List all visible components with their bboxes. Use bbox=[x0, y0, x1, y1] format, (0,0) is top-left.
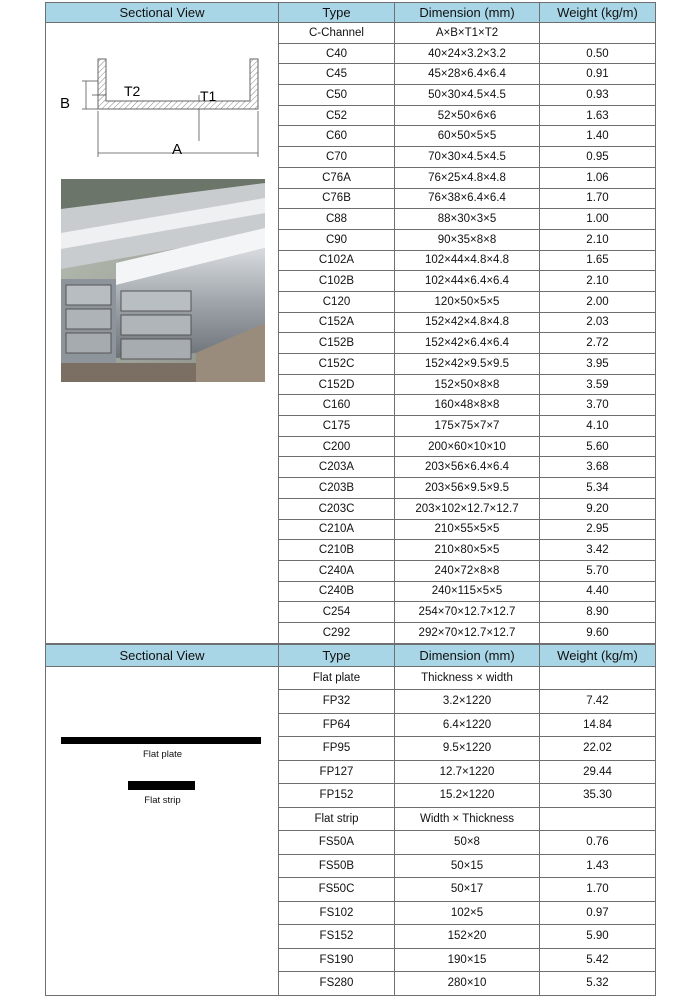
cell-dimension: 152×42×4.8×4.8 bbox=[395, 312, 540, 333]
cell-weight: 2.03 bbox=[540, 312, 656, 333]
spec-sheet bbox=[45, 2, 655, 996]
header-weight: Weight (kg/m) bbox=[540, 3, 656, 23]
flat-plate-type-label: Flat plate bbox=[279, 666, 395, 690]
cell-weight: 2.95 bbox=[540, 519, 656, 540]
cell-type: C40 bbox=[279, 43, 395, 64]
cell-dimension: 203×56×9.5×9.5 bbox=[395, 478, 540, 499]
cell-dimension: 175×75×7×7 bbox=[395, 416, 540, 437]
cell-weight: 5.32 bbox=[540, 972, 656, 996]
c-channel-photo bbox=[61, 179, 265, 382]
dim-b-label: B bbox=[60, 95, 71, 112]
cell-weight: 7.42 bbox=[540, 690, 656, 714]
cell-type: C210A bbox=[279, 519, 395, 540]
header-dimension: Dimension (mm) bbox=[395, 644, 540, 666]
cell-weight: 3.59 bbox=[540, 374, 656, 395]
cell-weight: 2.00 bbox=[540, 291, 656, 312]
cell-weight: 8.90 bbox=[540, 602, 656, 623]
cell-weight: 0.76 bbox=[540, 831, 656, 855]
cell-dimension: 240×72×8×8 bbox=[395, 560, 540, 581]
cell-weight: 1.65 bbox=[540, 250, 656, 271]
flat-plate-subheader-row bbox=[46, 666, 656, 690]
flat-plate-figure bbox=[61, 737, 261, 744]
cell-dimension: 240×115×5×5 bbox=[395, 581, 540, 602]
cell-dimension: 120×50×5×5 bbox=[395, 291, 540, 312]
cell-type: FP64 bbox=[279, 713, 395, 737]
cell-dimension: 152×42×9.5×9.5 bbox=[395, 354, 540, 375]
cell-dimension: 203×56×6.4×6.4 bbox=[395, 457, 540, 478]
cell-dimension: 102×5 bbox=[395, 901, 540, 925]
cell-dimension: 9.5×1220 bbox=[395, 737, 540, 761]
header-weight: Weight (kg/m) bbox=[540, 644, 656, 666]
cell-weight: 5.90 bbox=[540, 925, 656, 949]
flat-sectional-view bbox=[46, 666, 279, 995]
cell-type: C160 bbox=[279, 395, 395, 416]
cell-dimension: 50×15 bbox=[395, 854, 540, 878]
cell-dimension: 70×30×4.5×4.5 bbox=[395, 147, 540, 168]
cell-dimension: 40×24×3.2×3.2 bbox=[395, 43, 540, 64]
cell-weight: 35.30 bbox=[540, 784, 656, 808]
cell-weight: 1.63 bbox=[540, 105, 656, 126]
c-channel-weight-blank bbox=[540, 23, 656, 44]
flat-plate-weight-blank bbox=[540, 666, 656, 690]
cell-dimension: 102×44×6.4×6.4 bbox=[395, 271, 540, 292]
cell-type: C102B bbox=[279, 271, 395, 292]
flat-strip-subheader-row-dimension: Width × Thickness bbox=[395, 807, 540, 831]
cell-dimension: 152×50×8×8 bbox=[395, 374, 540, 395]
cell-dimension: 90×35×8×8 bbox=[395, 229, 540, 250]
cell-dimension: 12.7×1220 bbox=[395, 760, 540, 784]
cell-type: C203A bbox=[279, 457, 395, 478]
cell-weight: 5.34 bbox=[540, 478, 656, 499]
cell-type: C76A bbox=[279, 167, 395, 188]
cell-weight: 9.20 bbox=[540, 498, 656, 519]
cell-type: FS50A bbox=[279, 831, 395, 855]
cell-dimension: 15.2×1220 bbox=[395, 784, 540, 808]
cell-type: C152A bbox=[279, 312, 395, 333]
cell-type: FS280 bbox=[279, 972, 395, 996]
c-channel-header-row bbox=[46, 3, 656, 23]
cell-weight: 1.00 bbox=[540, 209, 656, 230]
cell-weight: 3.42 bbox=[540, 540, 656, 561]
cell-type: C76B bbox=[279, 188, 395, 209]
cell-type: C70 bbox=[279, 147, 395, 168]
cell-dimension: 280×10 bbox=[395, 972, 540, 996]
flat-strip-subheader-row-weight bbox=[540, 807, 656, 831]
c-channel-table bbox=[45, 2, 656, 644]
flat-header-row bbox=[46, 644, 656, 666]
cell-type: C210B bbox=[279, 540, 395, 561]
cell-weight: 4.10 bbox=[540, 416, 656, 437]
flat-strip-caption: Flat strip bbox=[144, 794, 181, 806]
cell-dimension: 45×28×6.4×6.4 bbox=[395, 64, 540, 85]
cell-weight: 2.10 bbox=[540, 271, 656, 292]
cell-weight: 0.95 bbox=[540, 147, 656, 168]
cell-type: C200 bbox=[279, 436, 395, 457]
cell-weight: 0.50 bbox=[540, 43, 656, 64]
header-dimension: Dimension (mm) bbox=[395, 3, 540, 23]
dim-t1-label: T1 bbox=[200, 88, 217, 104]
cell-type: C102A bbox=[279, 250, 395, 271]
cell-type: C90 bbox=[279, 229, 395, 250]
cell-type: C240A bbox=[279, 560, 395, 581]
cell-type: C50 bbox=[279, 85, 395, 106]
cell-dimension: 152×20 bbox=[395, 925, 540, 949]
cell-weight: 4.40 bbox=[540, 581, 656, 602]
cell-dimension: 76×38×6.4×6.4 bbox=[395, 188, 540, 209]
flat-strip-figure bbox=[128, 781, 195, 790]
cell-weight: 2.10 bbox=[540, 229, 656, 250]
cell-type: FS102 bbox=[279, 901, 395, 925]
cell-type: FP32 bbox=[279, 690, 395, 714]
cell-dimension: 190×15 bbox=[395, 948, 540, 972]
cell-weight: 3.68 bbox=[540, 457, 656, 478]
cell-dimension: 152×42×6.4×6.4 bbox=[395, 333, 540, 354]
c-channel-diagram bbox=[46, 23, 279, 383]
cell-type: FS50B bbox=[279, 854, 395, 878]
cell-weight: 3.70 bbox=[540, 395, 656, 416]
cell-dimension: 60×50×5×5 bbox=[395, 126, 540, 147]
cell-dimension: 203×102×12.7×12.7 bbox=[395, 498, 540, 519]
cell-type: C60 bbox=[279, 126, 395, 147]
cell-type: C175 bbox=[279, 416, 395, 437]
cell-type: C203C bbox=[279, 498, 395, 519]
cell-type: C254 bbox=[279, 602, 395, 623]
dim-a-label: A bbox=[172, 141, 183, 158]
cell-type: C152D bbox=[279, 374, 395, 395]
cell-weight: 2.72 bbox=[540, 333, 656, 354]
cell-weight: 1.40 bbox=[540, 126, 656, 147]
cell-dimension: 6.4×1220 bbox=[395, 713, 540, 737]
flat-plate-caption: Flat plate bbox=[142, 748, 183, 760]
cell-type: FP152 bbox=[279, 784, 395, 808]
cell-type: C45 bbox=[279, 64, 395, 85]
cell-type: C120 bbox=[279, 291, 395, 312]
c-channel-cross-section bbox=[98, 59, 258, 109]
cell-type: C292 bbox=[279, 622, 395, 643]
cell-weight: 5.42 bbox=[540, 948, 656, 972]
cell-weight: 0.93 bbox=[540, 85, 656, 106]
cell-weight: 29.44 bbox=[540, 760, 656, 784]
c-channel-sectional-view bbox=[46, 23, 279, 644]
cell-dimension: 200×60×10×10 bbox=[395, 436, 540, 457]
cell-weight: 0.97 bbox=[540, 901, 656, 925]
cell-dimension: 210×80×5×5 bbox=[395, 540, 540, 561]
cell-type: FP127 bbox=[279, 760, 395, 784]
cell-dimension: 254×70×12.7×12.7 bbox=[395, 602, 540, 623]
header-type: Type bbox=[279, 644, 395, 666]
cell-dimension: 3.2×1220 bbox=[395, 690, 540, 714]
cell-type: C52 bbox=[279, 105, 395, 126]
c-channel-dimension-format: A×B×T1×T2 bbox=[395, 23, 540, 44]
header-sectional-view: Sectional View bbox=[46, 644, 279, 666]
cell-weight: 5.70 bbox=[540, 560, 656, 581]
cell-weight: 0.91 bbox=[540, 64, 656, 85]
header-type: Type bbox=[279, 3, 395, 23]
cell-type: FP95 bbox=[279, 737, 395, 761]
cell-dimension: 102×44×4.8×4.8 bbox=[395, 250, 540, 271]
header-sectional-view: Sectional View bbox=[46, 3, 279, 23]
cell-type: FS50C bbox=[279, 878, 395, 902]
cell-type: C203B bbox=[279, 478, 395, 499]
cell-weight: 1.70 bbox=[540, 188, 656, 209]
cell-type: FS190 bbox=[279, 948, 395, 972]
c-channel-subheader-row bbox=[46, 23, 656, 44]
cell-dimension: 88×30×3×5 bbox=[395, 209, 540, 230]
cell-type: C152C bbox=[279, 354, 395, 375]
cell-weight: 14.84 bbox=[540, 713, 656, 737]
cell-type: C152B bbox=[279, 333, 395, 354]
cell-dimension: 76×25×4.8×4.8 bbox=[395, 167, 540, 188]
cell-dimension: 50×8 bbox=[395, 831, 540, 855]
cell-weight: 22.02 bbox=[540, 737, 656, 761]
cell-weight: 1.70 bbox=[540, 878, 656, 902]
cell-type: FS152 bbox=[279, 925, 395, 949]
cell-weight: 5.60 bbox=[540, 436, 656, 457]
flat-plate-dimension-format: Thickness × width bbox=[395, 666, 540, 690]
cell-dimension: 160×48×8×8 bbox=[395, 395, 540, 416]
cell-dimension: 210×55×5×5 bbox=[395, 519, 540, 540]
dim-t2-label: T2 bbox=[124, 83, 141, 99]
flat-table bbox=[45, 644, 656, 996]
cell-weight: 1.43 bbox=[540, 854, 656, 878]
cell-weight: 1.06 bbox=[540, 167, 656, 188]
flat-strip-subheader-row-type: Flat strip bbox=[279, 807, 395, 831]
cell-dimension: 50×30×4.5×4.5 bbox=[395, 85, 540, 106]
cell-weight: 9.60 bbox=[540, 622, 656, 643]
cell-dimension: 50×17 bbox=[395, 878, 540, 902]
cell-type: C88 bbox=[279, 209, 395, 230]
c-channel-type-label: C-Channel bbox=[279, 23, 395, 44]
cell-type: C240B bbox=[279, 581, 395, 602]
cell-dimension: 52×50×6×6 bbox=[395, 105, 540, 126]
cell-weight: 3.95 bbox=[540, 354, 656, 375]
cell-dimension: 292×70×12.7×12.7 bbox=[395, 622, 540, 643]
